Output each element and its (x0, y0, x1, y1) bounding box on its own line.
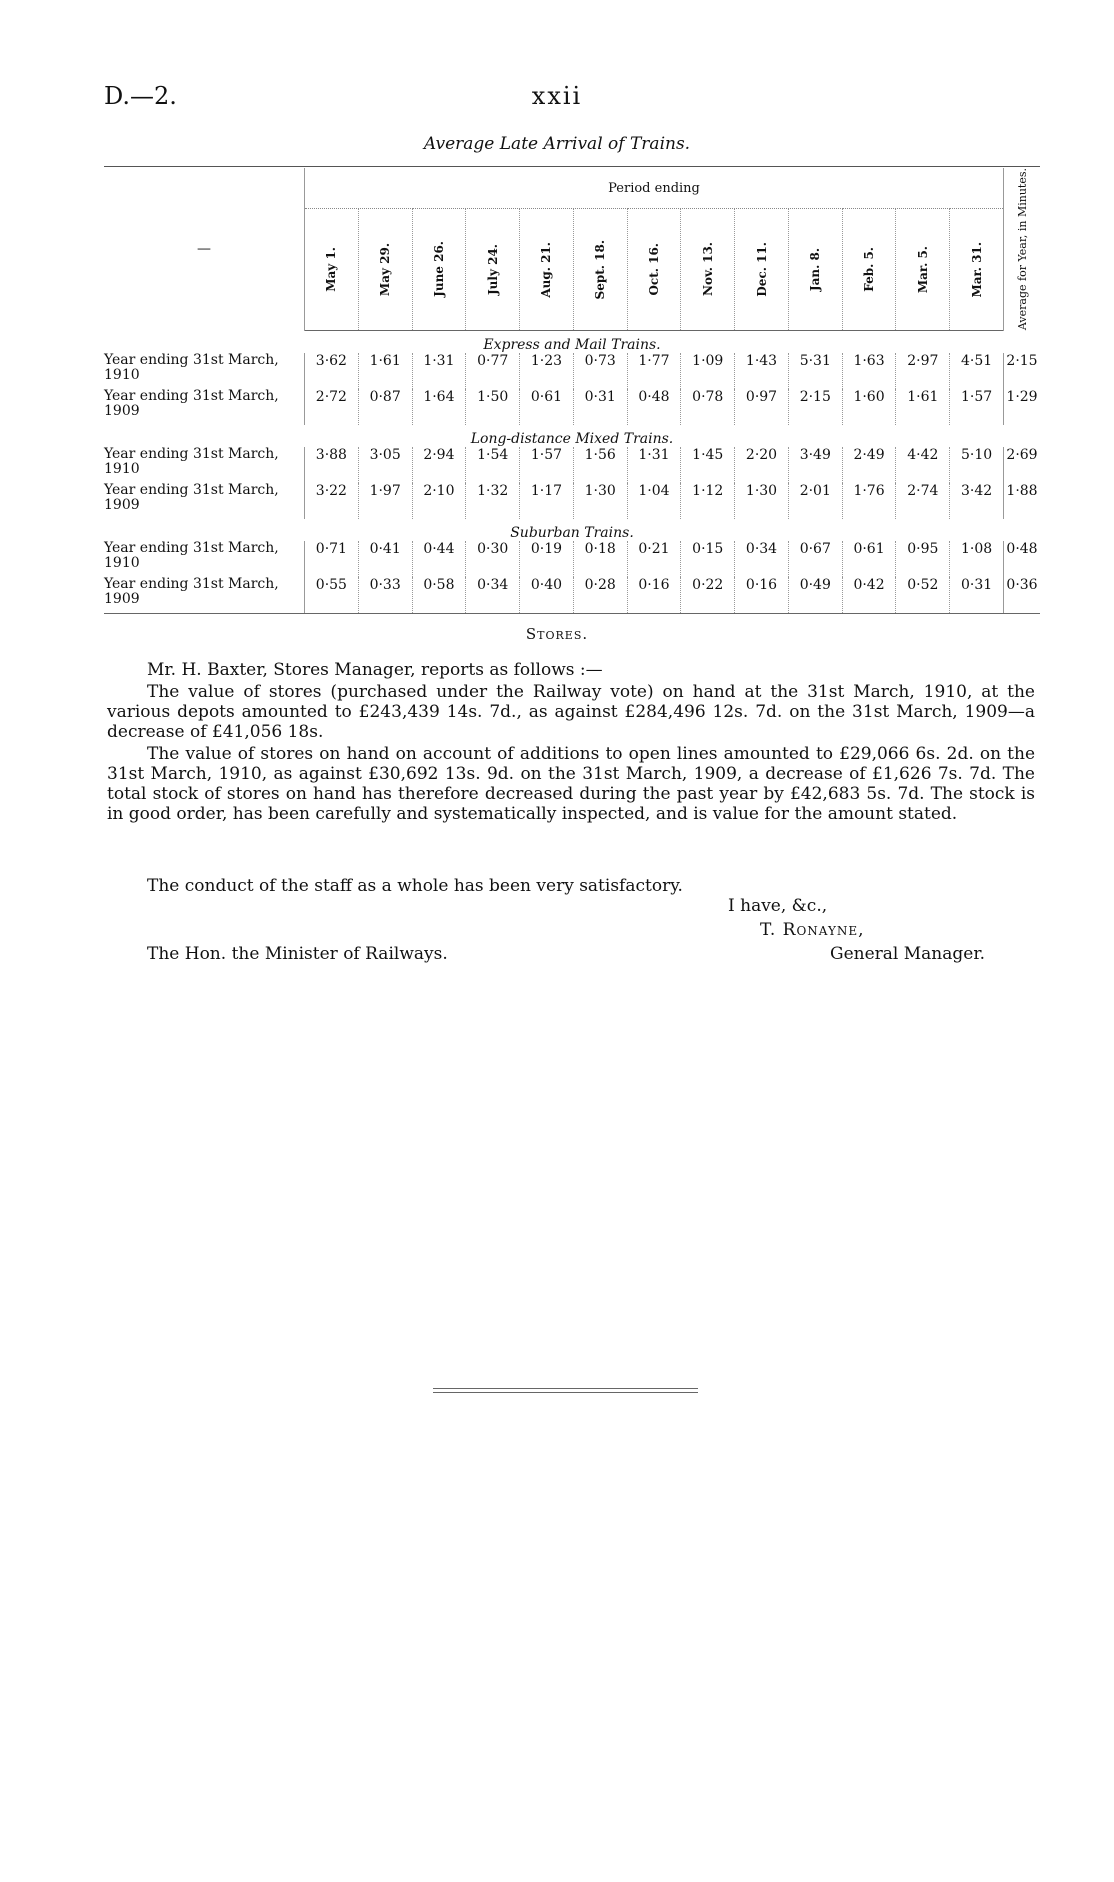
table-cell: 0·61 (520, 389, 574, 425)
column-header: Dec. 11. (735, 209, 789, 330)
table-cell: 0·33 (358, 577, 412, 614)
table-cell: 1·09 (681, 353, 735, 389)
table-cell: 0·21 (627, 541, 681, 577)
table-cell: 1·30 (573, 483, 627, 519)
table-cell: 1·60 (842, 389, 896, 425)
table-cell: 1·08 (950, 541, 1004, 577)
table-cell: 1·23 (520, 353, 574, 389)
table-cell: 4·42 (896, 447, 950, 483)
table-cell: 0·31 (950, 577, 1004, 614)
table-cell: 0·41 (358, 541, 412, 577)
table-cell: 2·97 (896, 353, 950, 389)
table-cell: 0·97 (735, 389, 789, 425)
table-cell: 1·57 (950, 389, 1004, 425)
stores-paragraph-1: The value of stores (purchased under the Railway vote) on hand at the 31st March, 1910, at the various depots amounted to £243,439 14s. 7d., as against £284,496 12s. 7d. on the 31st March, 1909—a decrease of £41,056 18s. (107, 682, 1035, 742)
average-cell: 0·48 (1004, 541, 1041, 577)
signer-name: T. Ronayne, (760, 920, 865, 940)
closing-salutation: I have, &c., (728, 896, 828, 916)
table-cell: 3·62 (315, 352, 347, 369)
table-cell: 0·73 (573, 353, 627, 389)
table-cell: 2·94 (412, 447, 466, 483)
table-cell: 2·20 (735, 447, 789, 483)
table-cell: 1·04 (627, 483, 681, 519)
section-row (104, 425, 1040, 447)
table-cell: 0·34 (466, 577, 520, 614)
table-cell: 2·72 (315, 388, 347, 405)
table-cell: 0·58 (412, 577, 466, 614)
stores-heading: Stores. (525, 625, 589, 643)
table-cell: 1·76 (842, 483, 896, 519)
table-cell: 4·51 (950, 353, 1004, 389)
table-title: Average Late Arrival of Trains. (423, 134, 691, 154)
table-cell: 5·10 (950, 447, 1004, 483)
row-label: Year ending 31st March, 1909 (104, 389, 305, 425)
table-cell: 1·31 (412, 353, 466, 389)
section-title: Express and Mail Trains. (483, 336, 661, 353)
table-cell: 1·61 (358, 353, 412, 389)
table-cell: 3·05 (358, 447, 412, 483)
column-header: Oct. 16. (627, 209, 681, 330)
average-cell: 1·29 (1004, 389, 1041, 425)
table-row (104, 541, 1040, 577)
table-cell: 0·52 (896, 577, 950, 614)
late-arrival-table (104, 168, 1040, 614)
section-title: Long-distance Mixed Trains. (470, 430, 674, 447)
section-row (104, 330, 1040, 353)
row-label: Year ending 31st March, 1910 (104, 541, 305, 577)
table-cell: 1·32 (466, 483, 520, 519)
table-cell: 1·12 (681, 483, 735, 519)
page-number: xxii (531, 82, 583, 110)
column-header: Sept. 18. (573, 209, 627, 330)
signer-title: General Manager. (830, 944, 985, 964)
table-row (104, 483, 1040, 519)
table-cell: 0·42 (842, 577, 896, 614)
column-header: Jan. 8. (788, 209, 842, 330)
table-cell: 0·67 (788, 541, 842, 577)
table-cell: 0·44 (412, 541, 466, 577)
table-row (104, 577, 1040, 614)
table-cell: 0·48 (627, 389, 681, 425)
period-header: Period ending (305, 168, 1004, 209)
table-cell: 3·42 (950, 483, 1004, 519)
page-ref: D.—2. (104, 82, 177, 110)
table-cell: 0·22 (681, 577, 735, 614)
column-header: Mar. 31. (950, 209, 1004, 330)
table-cell: 0·16 (627, 577, 681, 614)
table-cell: 0·15 (681, 541, 735, 577)
column-header: Mar. 5. (896, 209, 950, 330)
table-cell: 1·17 (520, 483, 574, 519)
table-cell: 2·74 (896, 483, 950, 519)
table-cell: 2·10 (412, 483, 466, 519)
table-cell: 0·49 (788, 577, 842, 614)
table-cell: 0·61 (842, 541, 896, 577)
table-row (104, 389, 1040, 425)
table-cell: 0·16 (735, 577, 789, 614)
table-cell: 3·88 (315, 446, 347, 463)
column-header: Nov. 13. (681, 209, 735, 330)
row-label: Year ending 31st March, 1910 (104, 447, 305, 483)
table-body (104, 330, 1040, 613)
table-row (104, 353, 1040, 389)
section-title: Suburban Trains. (510, 524, 634, 541)
column-header: May 1. (305, 209, 359, 330)
table-cell: 1·56 (573, 447, 627, 483)
table-cell: 1·43 (735, 353, 789, 389)
row-label: Year ending 31st March, 1910 (104, 353, 305, 389)
column-header: May 29. (358, 209, 412, 330)
average-header: Average for Year, in Minutes. (1004, 168, 1041, 330)
average-cell: 2·69 (1004, 447, 1041, 483)
row-label: Year ending 31st March, 1909 (104, 483, 305, 519)
table-cell: 0·31 (573, 389, 627, 425)
table-cell: 1·45 (681, 447, 735, 483)
table-cell: 5·31 (788, 353, 842, 389)
table-cell: 2·01 (788, 483, 842, 519)
table-cell: 0·19 (520, 541, 574, 577)
table-cell: 0·18 (573, 541, 627, 577)
average-cell: 1·88 (1004, 483, 1041, 519)
table-cell: 0·95 (896, 541, 950, 577)
table-cell: 2·15 (788, 389, 842, 425)
table-cell: 1·57 (520, 447, 574, 483)
column-header: July 24. (466, 209, 520, 330)
footer-rule-2 (433, 1392, 698, 1393)
table-cell: 0·71 (315, 540, 347, 557)
table-cell: 0·28 (573, 577, 627, 614)
stores-intro: Mr. H. Baxter, Stores Manager, reports as follows :— (147, 660, 603, 680)
average-cell: 2·15 (1004, 353, 1041, 389)
table-cell: 1·63 (842, 353, 896, 389)
table-cell: 1·54 (466, 447, 520, 483)
table-top-rule (104, 166, 1040, 167)
row-label: Year ending 31st March, 1909 (104, 577, 305, 614)
table-cell: 0·34 (735, 541, 789, 577)
row-header: — (104, 168, 305, 330)
conduct-statement: The conduct of the staff as a whole has been very satisfactory. (147, 876, 683, 896)
table-cell: 1·97 (358, 483, 412, 519)
table-cell: 2·49 (842, 447, 896, 483)
table-cell: 0·55 (305, 577, 359, 614)
stores-paragraph-2: The value of stores on hand on account of additions to open lines amounted to £29,066 6s. 2d. on the 31st March, 1910, as against £30,692 13s. 9d. on the 31st March, 1909, a decrease of £1,626 7s. 7d. The total stock of stores on hand has therefore decreased during the past year by £42,683 5s. 7d. The stock is in good order, has been carefully and systematically inspected, and is value for the amount stated. (107, 744, 1035, 824)
addressee: The Hon. the Minister of Railways. (147, 944, 448, 964)
table-row (104, 447, 1040, 483)
average-cell: 0·36 (1004, 577, 1041, 614)
footer-rule (433, 1388, 698, 1389)
table-cell: 1·77 (627, 353, 681, 389)
column-header: Aug. 21. (520, 209, 574, 330)
table-cell: 0·77 (466, 353, 520, 389)
table-cell: 0·78 (681, 389, 735, 425)
table-cell: 1·64 (412, 389, 466, 425)
section-row (104, 519, 1040, 541)
column-header: Feb. 5. (842, 209, 896, 330)
table-cell: 0·87 (358, 389, 412, 425)
table-cell: 1·50 (466, 389, 520, 425)
table-cell: 0·40 (520, 577, 574, 614)
table-cell: 1·61 (896, 389, 950, 425)
table-cell: 0·30 (466, 541, 520, 577)
table-cell: 1·30 (735, 483, 789, 519)
table-cell: 3·22 (315, 482, 347, 499)
table-cell: 3·49 (788, 447, 842, 483)
column-header: June 26. (412, 209, 466, 330)
table-cell: 1·31 (627, 447, 681, 483)
